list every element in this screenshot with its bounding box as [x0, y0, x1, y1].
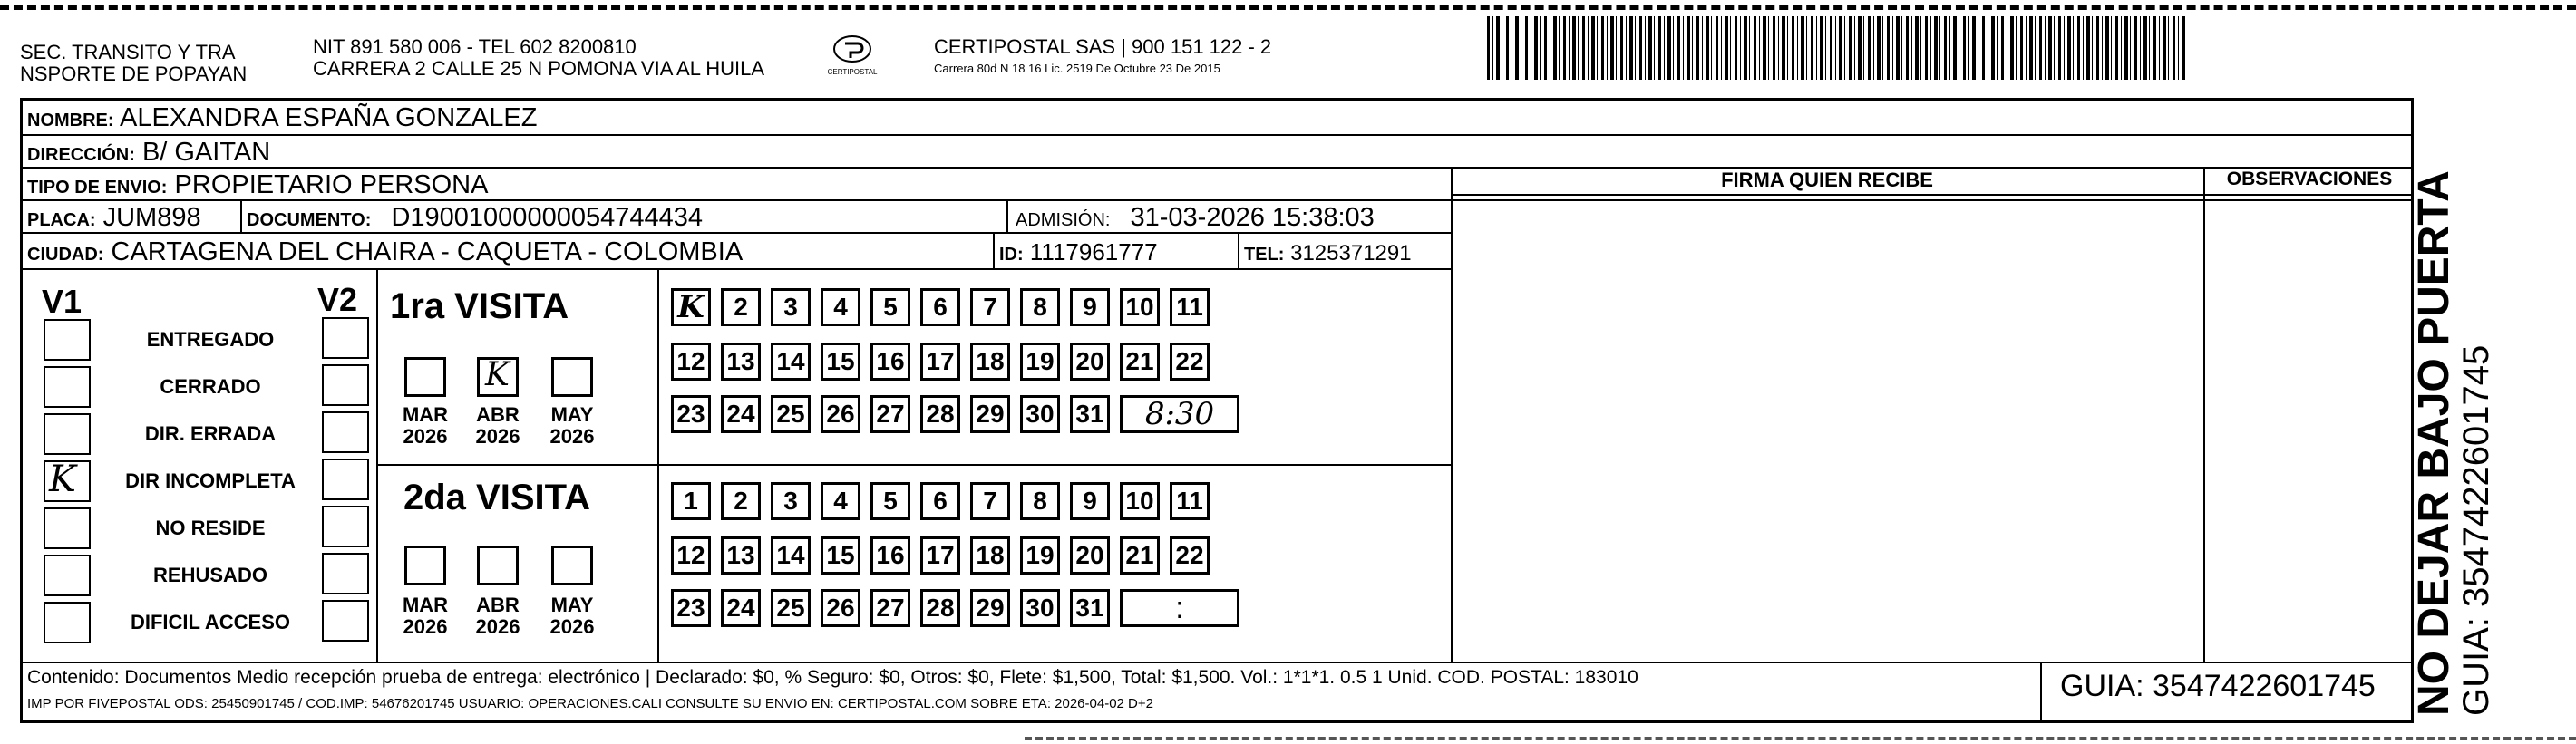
visit2-day-box[interactable]: 24: [721, 589, 761, 627]
visit2-day-box[interactable]: 23: [671, 589, 711, 627]
visit1-day-box[interactable]: 4: [821, 288, 860, 326]
v1-checkbox[interactable]: [44, 413, 91, 455]
visit2-day-box[interactable]: 11: [1170, 482, 1210, 520]
visit1-month-label: MAR 2026: [402, 403, 449, 448]
ciudad-row: [27, 237, 743, 269]
nombre-label: NOMBRE:: [27, 111, 114, 130]
month-mark: K: [485, 356, 510, 393]
v2-checkbox[interactable]: [322, 506, 369, 547]
status-label: DIR INCOMPLETA: [125, 469, 296, 492]
visit2-day-box[interactable]: 28: [920, 589, 960, 627]
v1-mark: K: [49, 459, 76, 500]
firma-area[interactable]: [1453, 196, 2202, 660]
placa-value: JUM898: [102, 203, 201, 232]
visit2-day-box[interactable]: 18: [970, 536, 1010, 575]
observaciones-header: OBSERVACIONES: [2226, 169, 2393, 189]
side-warning: NO DEJAR BAJO PUERTA: [2410, 170, 2458, 716]
visit2-month-label: MAY 2026: [549, 594, 595, 638]
observaciones-area[interactable]: [2205, 196, 2412, 660]
imp-text: IMP POR FIVEPOSTAL ODS: 25450901745 / COD.IMP: 54676201745 USUARIO: OPERACIONES.CALI CONSULTE SU ENVIO EN: CERTIPOSTAL.COM SOBRE ETA: 2026-04-02 D+2: [27, 696, 1153, 711]
visit2-day-box[interactable]: 7: [970, 482, 1010, 520]
documento-label: DOCUMENTO:: [247, 210, 372, 230]
visit1-month-box[interactable]: [404, 357, 446, 397]
ciudad-value: CARTAGENA DEL CHAIRA - CAQUETA - COLOMBIA: [111, 237, 744, 266]
firma-header: FIRMA QUIEN RECIBE: [1721, 169, 1933, 191]
visit1-month-box[interactable]: [551, 357, 593, 397]
visit1-day-box[interactable]: 25: [771, 395, 811, 433]
visit1-day-box[interactable]: 8: [1020, 288, 1060, 326]
cut-line-top: [0, 5, 2576, 10]
v1-checkbox[interactable]: [44, 319, 91, 361]
tipo-value: PROPIETARIO PERSONA: [174, 170, 489, 199]
visit2-day-box[interactable]: 27: [870, 589, 910, 627]
visit2-month-label: ABR 2026: [475, 594, 520, 638]
visit2-title: 2da VISITA: [403, 478, 590, 517]
admision-label: ADMISIÓN:: [1016, 210, 1111, 230]
visit1-day-box[interactable]: 11: [1170, 288, 1210, 326]
visit1-day-box[interactable]: 31: [1070, 395, 1110, 433]
visit1-day-box[interactable]: 16: [870, 343, 910, 381]
day-mark: K: [677, 289, 705, 325]
v2-checkbox[interactable]: [322, 459, 369, 500]
visit1-time-value: 8:30: [1144, 396, 1215, 432]
footer-guia: GUIA: 3547422601745: [2060, 669, 2376, 703]
visit2-day-box[interactable]: 3: [771, 482, 811, 520]
tel-row: [1244, 239, 1412, 269]
visit1-day-box[interactable]: 2: [721, 288, 761, 326]
logo-icon: [832, 34, 872, 63]
v2-checkbox[interactable]: [322, 411, 369, 453]
direccion-row: [27, 138, 270, 169]
admision-row: [1016, 203, 1375, 235]
visit2-month-box[interactable]: [551, 546, 593, 585]
office-line-1: SEC. TRANSITO Y TRA: [20, 41, 236, 63]
visit2-day-box[interactable]: 26: [821, 589, 860, 627]
visit1-day-box[interactable]: 29: [970, 395, 1010, 433]
status-label: REHUSADO: [153, 564, 267, 586]
documento-value: D19001000000054744434: [391, 203, 703, 232]
visit2-month-box[interactable]: [477, 546, 519, 585]
status-label: CERRADO: [160, 375, 261, 398]
visit1-month-label: ABR 2026: [475, 403, 520, 448]
visit2-day-box[interactable]: 22: [1170, 536, 1210, 575]
cut-line-bottom: [1025, 737, 2576, 740]
tel-label: TEL:: [1244, 245, 1285, 265]
visit2-day-box[interactable]: 15: [821, 536, 860, 575]
admision-value: 31-03-2026 15:38:03: [1130, 203, 1375, 232]
office-block: [20, 42, 247, 85]
visit2-day-box[interactable]: 13: [721, 536, 761, 575]
visit1-day-box[interactable]: 30: [1020, 395, 1060, 433]
status-label: DIFICIL ACCESO: [130, 611, 290, 633]
visit2-day-box[interactable]: 14: [771, 536, 811, 575]
tel-value: 3125371291: [1290, 241, 1412, 266]
v2-checkbox[interactable]: [322, 600, 369, 642]
visit2-day-box[interactable]: 16: [870, 536, 910, 575]
office-line-2: NSPORTE DE POPAYAN: [20, 63, 248, 85]
v1-checkbox[interactable]: [44, 366, 91, 408]
nit-line-2: CARRERA 2 CALLE 25 N POMONA VIA AL HUILA: [313, 57, 765, 80]
documento-row: [247, 203, 703, 235]
contenido-text: Contenido: Documentos Medio recepción prueba de entrega: electrónico | Declarado: $0, % Seguro: $0, Otros: $0, Flete: $1,500, Total: $1,500. Vol.: 1*1*1. 0.5 1 Unid. COD. POSTAL: 183010: [27, 667, 1638, 688]
visit2-day-box[interactable]: 19: [1020, 536, 1060, 575]
logo-text: CERTIPOSTAL: [827, 68, 878, 76]
nit-line-1: NIT 891 580 006 - TEL 602 8200810: [313, 35, 637, 58]
visit1-day-box[interactable]: 5: [870, 288, 910, 326]
visit2-month-box[interactable]: [404, 546, 446, 585]
status-label: DIR. ERRADA: [144, 422, 277, 445]
visit1-day-box[interactable]: 3: [771, 288, 811, 326]
visit1-month-box[interactable]: [477, 357, 519, 397]
visit1-day-box[interactable]: 9: [1070, 288, 1110, 326]
status-label: ENTREGADO: [146, 328, 275, 351]
visit2-day-box[interactable]: 5: [870, 482, 910, 520]
visit2-day-box[interactable]: 1: [671, 482, 711, 520]
visit1-day-box[interactable]: 24: [721, 395, 761, 433]
visit2-time-value: :: [1175, 590, 1184, 625]
v1-label: V1: [42, 283, 83, 320]
visit1-day-box[interactable]: 27: [870, 395, 910, 433]
tipo-label: TIPO DE ENVIO:: [27, 178, 168, 198]
visit1-day-box[interactable]: 21: [1120, 343, 1160, 381]
visit1-day-box[interactable]: 14: [771, 343, 811, 381]
tipo-row: [27, 170, 488, 202]
v1-checkbox[interactable]: [44, 555, 91, 596]
barcode: [1487, 16, 2185, 80]
visit1-day-box[interactable]: 18: [970, 343, 1010, 381]
visit1-day-box[interactable]: 26: [821, 395, 860, 433]
visit2-day-box[interactable]: 9: [1070, 482, 1110, 520]
v2-checkbox[interactable]: [322, 317, 369, 359]
direccion-value: B/ GAITAN: [141, 138, 271, 167]
visit1-day-box[interactable]: 28: [920, 395, 960, 433]
side-text: [2412, 170, 2495, 716]
placa-label: PLACA:: [27, 210, 96, 230]
visit2-day-box[interactable]: 30: [1020, 589, 1060, 627]
side-guia: GUIA: 3547422601745: [2456, 344, 2496, 716]
visit2-day-box[interactable]: 29: [970, 589, 1010, 627]
id-value: 1117961777: [1029, 238, 1158, 266]
visit2-day-box[interactable]: 6: [920, 482, 960, 520]
visit2-day-box[interactable]: 20: [1070, 536, 1110, 575]
placa-row: [27, 203, 201, 235]
v1-checkbox[interactable]: [44, 602, 91, 643]
visit2-day-box[interactable]: 21: [1120, 536, 1160, 575]
company-line-2: Carrera 80d N 18 16 Lic. 2519 De Octubre 23 De 2015: [934, 62, 1220, 75]
status-label: NO RESIDE: [155, 517, 266, 539]
visit2-day-box[interactable]: 4: [821, 482, 860, 520]
v1-checkbox[interactable]: [44, 507, 91, 549]
visit2-day-box[interactable]: 17: [920, 536, 960, 575]
visit1-title: 1ra VISITA: [390, 286, 569, 326]
visit1-day-box[interactable]: 17: [920, 343, 960, 381]
v2-label: V2: [317, 281, 358, 318]
visit2-day-box[interactable]: 10: [1120, 482, 1160, 520]
visit2-day-box[interactable]: 12: [671, 536, 711, 575]
visit1-day-box[interactable]: 10: [1120, 288, 1160, 326]
visit1-day-box[interactable]: 13: [721, 343, 761, 381]
visit2-day-box[interactable]: 2: [721, 482, 761, 520]
v2-checkbox[interactable]: [322, 364, 369, 406]
visit1-day-box[interactable]: 15: [821, 343, 860, 381]
visit2-day-box[interactable]: 25: [771, 589, 811, 627]
id-label: ID:: [999, 245, 1024, 265]
visit2-day-box[interactable]: 31: [1070, 589, 1110, 627]
visit1-time-box[interactable]: [1120, 395, 1239, 433]
visit1-day-box[interactable]: [671, 288, 711, 326]
nombre-value: ALEXANDRA ESPAÑA GONZALEZ: [120, 103, 538, 132]
visit1-day-box[interactable]: 12: [671, 343, 711, 381]
visit1-day-box[interactable]: 7: [970, 288, 1010, 326]
v2-checkbox[interactable]: [322, 553, 369, 594]
v1-checkbox[interactable]: [44, 460, 91, 502]
visit1-day-box[interactable]: 22: [1170, 343, 1210, 381]
visit2-month-label: MAR 2026: [402, 594, 449, 638]
visit1-day-box[interactable]: 23: [671, 395, 711, 433]
visit1-month-label: MAY 2026: [549, 403, 595, 448]
direccion-label: DIRECCIÓN:: [27, 145, 135, 165]
visit2-day-box[interactable]: 8: [1020, 482, 1060, 520]
company-block: [934, 36, 1271, 76]
visit1-day-box[interactable]: 6: [920, 288, 960, 326]
visit1-day-box[interactable]: 19: [1020, 343, 1060, 381]
nombre-row: [27, 103, 537, 135]
ciudad-label: CIUDAD:: [27, 245, 104, 265]
company-line-1: CERTIPOSTAL SAS | 900 151 122 - 2: [934, 35, 1272, 58]
visit1-day-box[interactable]: 20: [1070, 343, 1110, 381]
visit2-time-box[interactable]: [1120, 589, 1239, 627]
id-row: [999, 237, 1158, 269]
nit-block: [313, 36, 764, 80]
certipostal-logo: [821, 34, 884, 85]
